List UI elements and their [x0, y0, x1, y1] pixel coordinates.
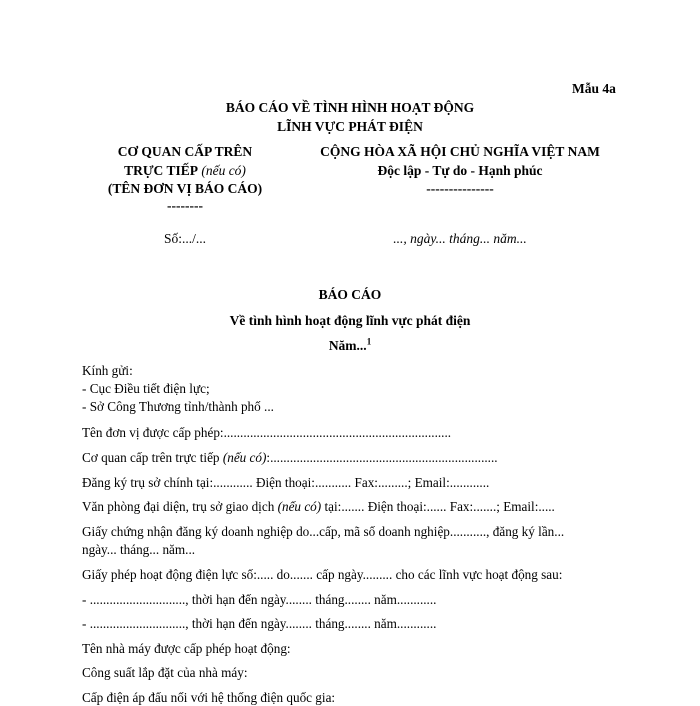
national-title: CỘNG HÒA XÃ HỘI CHỦ NGHĨA VIỆT NAM [320, 144, 600, 159]
recipient-item: - Sở Công Thương tỉnh/thành phố ... [82, 399, 274, 414]
field-plant-name: Tên nhà máy được cấp phép hoạt động: [82, 641, 291, 656]
field-licensed-unit: Tên đơn vị được cấp phép:..................................................................... [82, 425, 452, 440]
document-number: Số:.../... [163, 231, 206, 246]
field-superior-agency-label: Cơ quan cấp trên trực tiếp [82, 450, 223, 465]
agency-line1: CƠ QUAN CẤP TRÊN [117, 144, 253, 159]
field-operating-license: Giấy phép hoạt động điện lực số:..... do....... cấp ngày......... cho các lĩnh vực hoạt động sau: [82, 567, 563, 582]
form-code: Mẫu 4a [572, 81, 616, 96]
report-year-text: Năm... [328, 338, 367, 353]
field-superior-agency [82, 450, 498, 466]
field-representative-office [82, 499, 555, 515]
field-connection-voltage: Cấp điện áp đấu nối với hệ thống điện quốc gia: [82, 690, 336, 705]
reporting-unit: (TÊN ĐƠN VỊ BÁO CÁO) [107, 181, 263, 196]
field-license-term: - ............................., thời hạn đến ngày........ tháng........ năm............ [82, 616, 437, 631]
field-office-rest: tại:....... Điện thoại:...... Fax:.......; Email:..... [321, 499, 555, 514]
field-installed-capacity: Công suất lắp đặt của nhà máy: [82, 665, 248, 680]
left-divider: -------- [167, 198, 203, 213]
document-date: ..., ngày... tháng... năm... [393, 231, 527, 246]
field-office-note: (nếu có) [277, 499, 322, 514]
agency-line2-text: TRỰC TIẾP [124, 163, 198, 178]
right-divider: --------------- [426, 181, 494, 196]
field-headquarters: Đăng ký trụ sở chính tại:............ Điện thoại:........... Fax:.........; Email:............ [82, 475, 490, 490]
agency-line2 [90, 163, 280, 179]
report-year [150, 338, 550, 354]
field-office-label: Văn phòng đại diện, trụ sở giao dịch [82, 499, 278, 514]
field-license-term: - ............................., thời hạn đến ngày........ tháng........ năm............ [82, 592, 437, 607]
report-subtitle: Về tình hình hoạt động lĩnh vực phát điện [229, 313, 471, 328]
recipients-label: Kính gửi: [82, 363, 133, 378]
field-superior-agency-note: (nếu có) [222, 450, 267, 465]
doc-title-line1: BÁO CÁO VỀ TÌNH HÌNH HOẠT ĐỘNG [225, 100, 475, 115]
recipient-item: - Cục Điều tiết điện lực; [82, 381, 210, 396]
doc-title-line2: LĨNH VỰC PHÁT ĐIỆN [277, 119, 423, 134]
field-business-cert-line1: Giấy chứng nhận đăng ký doanh nghiệp do...cấp, mã số doanh nghiệp..........., đăng ký lần... [82, 524, 565, 539]
report-title: BÁO CÁO [318, 287, 382, 302]
agency-line2-note: (nếu có) [201, 163, 246, 178]
field-superior-agency-dots: :..................................................................... [266, 450, 498, 465]
footnote-marker: 1 [366, 336, 372, 347]
field-business-cert-line2: ngày... tháng... năm... [82, 542, 196, 557]
national-motto: Độc lập - Tự do - Hạnh phúc [377, 163, 543, 178]
